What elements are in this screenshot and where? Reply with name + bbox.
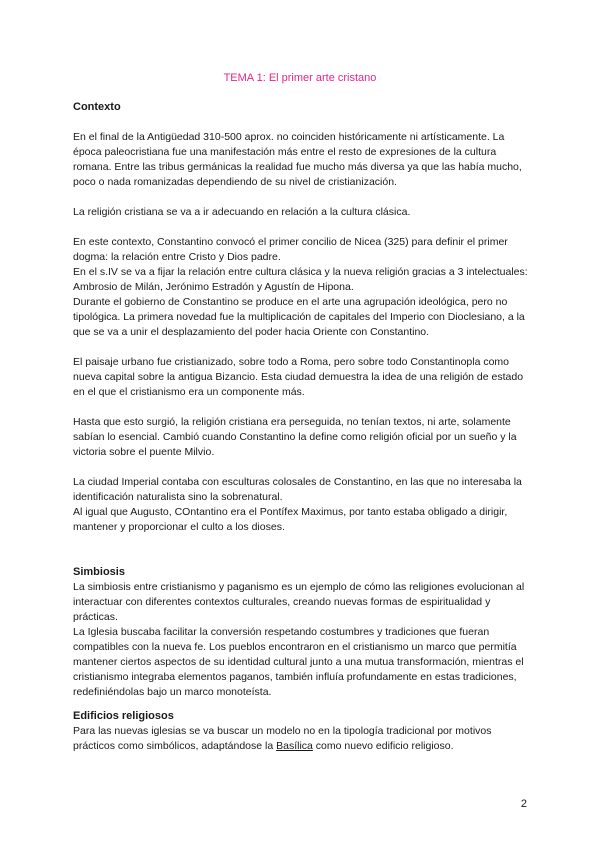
section-heading-simbiosis: Simbiosis bbox=[73, 566, 125, 578]
paragraph: La ciudad Imperial contaba con esculturas colosales de Constantino, en las que no interesaba la identificación naturalista sino la sobrenatural. bbox=[73, 476, 522, 503]
paragraph: El paisaje urbano fue cristianizado, sobre todo a Roma, pero sobre todo Constantinopla como nueva capital sobre la antigua Bizancio. Esta ciudad demuestra la idea de una religión de estado en el que el cristianismo era un componente más. bbox=[73, 356, 524, 398]
paragraph: Al igual que Augusto, COntantino era el Pontífex Maximus, por tanto estaba obligado a dirigir, mantener y proporcionar el culto a los dioses. bbox=[73, 506, 508, 533]
paragraph: En el s.IV se va a fijar la relación entre cultura clásica y la nueva religión gracias a 3 intelectuales: Ambrosio de Milán, Jerónimo Estradón y Agustín de Hipona. bbox=[73, 266, 528, 293]
basilica-link[interactable]: Basílica bbox=[276, 740, 313, 752]
paragraph-text: Para las nuevas iglesias se va buscar un modelo no en la tipología tradicional por motivos prácticos como simbólicos, adaptándose la bbox=[73, 725, 492, 752]
page-number: 2 bbox=[520, 798, 527, 810]
paragraph: La Iglesia buscaba facilitar la conversión respetando costumbres y tradiciones que fueran compatibles con la nueva fe. Los pueblos encontraron en el cristianismo un marco que permitía mantener ciertos aspectos de su identidad cultural junto a una mutua transformación, mientras el cristianismo integraba elementos paganos, también influía profundamente en estas tradiciones, redefiniéndolas bajo un marco monoteísta. bbox=[73, 626, 524, 698]
paragraph: En el final de la Antigüedad 310-500 aprox. no coinciden históricamente ni artísticamente. La época paleocristiana fue una manifestación más entre el resto de expresiones de la cultura romana. Entre las tribus germánicas la realidad fue mucho más diversa ya que las había mucho, poco o nada romanizadas dependiendo de su nivel de cristianización. bbox=[73, 131, 522, 188]
paragraph bbox=[73, 724, 528, 754]
document-body bbox=[73, 100, 528, 754]
section-heading-edificios: Edificios religiosos bbox=[73, 710, 174, 722]
paragraph: La religión cristiana se va a ir adecuando en relación a la cultura clásica. bbox=[73, 206, 411, 218]
paragraph: Durante el gobierno de Constantino se produce en el arte una agrupación ideológica, pero no tipológica. La primera novedad fue la multiplicación de capitales del Imperio con Dioclesiano, a la que se va a unir el desplazamiento del poder hacia Oriente con Constantino. bbox=[73, 296, 525, 338]
paragraph-text: como nuevo edificio religioso. bbox=[312, 740, 454, 752]
paragraph: La simbiosis entre cristianismo y paganismo es un ejemplo de cómo las religiones evolucionan al interactuar con diferentes contextos culturales, creando nuevas formas de espiritualidad y prácticas. bbox=[73, 581, 525, 623]
paragraph: Hasta que esto surgió, la religión cristiana era perseguida, no tenían textos, ni arte, solamente sabían lo esencial. Cambió cuando Constantino la define como religión oficial por un sueño y la victoria sobre el puente Milvio. bbox=[73, 416, 517, 458]
document-title: TEMA 1: El primer arte cristano bbox=[223, 72, 377, 84]
section-heading-contexto: Contexto bbox=[73, 101, 121, 113]
paragraph: En este contexto, Constantino convocó el primer concilio de Nicea (325) para definir el primer dogma: la relación entre Cristo y Dios padre. bbox=[73, 236, 508, 263]
